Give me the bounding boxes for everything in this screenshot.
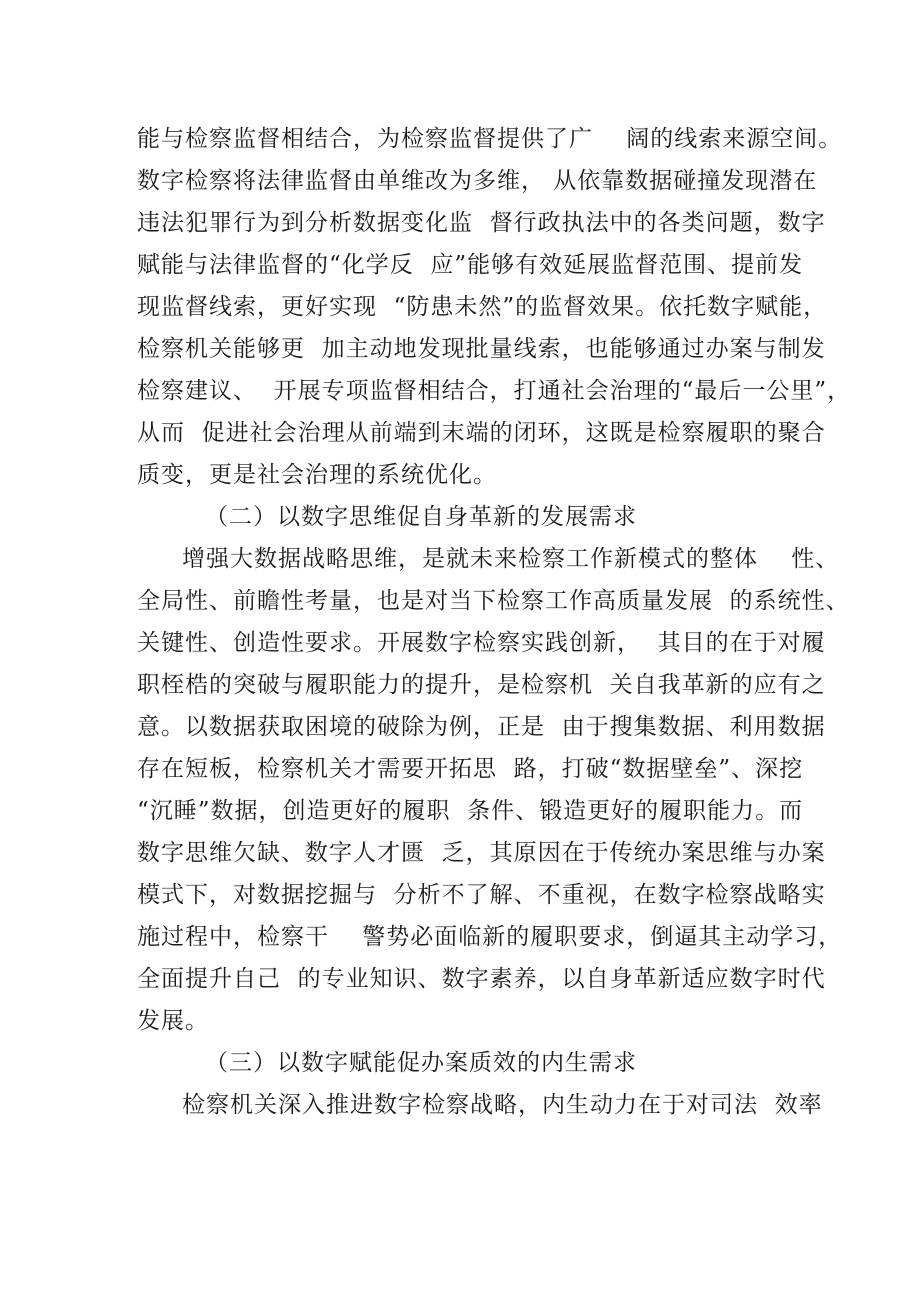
paragraph-line: 关键性、创造性要求。开展数字检察实践创新， 其目的在于对履	[137, 630, 826, 656]
paragraph-line: 数字思维欠缺、数字人才匮 乏，其原因在于传统办案思维与办案	[137, 840, 826, 866]
paragraph-line: 存在短板，检察机关才需要开拓思 路，打破“数据壁垒”、深挖	[137, 756, 804, 782]
section-heading: （二）以数字思维促自身革新的发展需求	[205, 504, 637, 530]
paragraph-line: 全局性、前瞻性考量，也是对当下检察工作高质量发展 的系统性、	[137, 588, 850, 614]
paragraph-line: 检察机关深入推进数字检察战略，内生动力在于对司法 效率	[182, 1092, 823, 1118]
paragraph-line: 增强大数据战略思维，是就未来检察工作新模式的整体 性、	[182, 546, 840, 572]
paragraph-line: 模式下，对数据挖掘与 分析不了解、不重视，在数字检察战略实	[137, 882, 826, 908]
document-body	[137, 118, 852, 1126]
paragraph-line: 赋能与法律监督的“化学反 应”能够有效延展监督范围、提前发	[137, 252, 804, 278]
paragraph-line: 现监督线索，更好实现 “防患未然”的监督效果。依托数字赋能，	[137, 294, 828, 320]
paragraph-line: 违法犯罪行为到分析数据变化监 督行政执法中的各类问题，数字	[137, 210, 826, 236]
paragraph-line: 数字检察将法律监督由单维改为多维， 从依靠数据碰撞发现潜在	[137, 168, 818, 194]
paragraph-line: “沉睡”数据，创造更好的履职 条件、锻造更好的履职能力。而	[137, 798, 804, 824]
paragraph-line: 能与检察监督相结合，为检察监督提供了广 阔的线索来源空间。	[137, 126, 843, 152]
paragraph-line: 质变，更是社会治理的系统优化。	[137, 462, 497, 488]
paragraph-line: 施过程中，检察干 警势必面临新的履职要求，倒逼其主动学习，	[137, 924, 843, 950]
paragraph-line: 检察机关能够更 加主动地发现批量线索，也能够通过办案与制发	[137, 336, 826, 362]
paragraph-line: 全面提升自己 的专业知识、数字素养，以自身革新适应数字时代	[137, 966, 826, 992]
paragraph-line: 检察建议、 开展专项监督相结合，打通社会治理的“最后一公里”，	[137, 378, 852, 404]
paragraph-line: 意。以数据获取困境的破除为例，正是 由于搜集数据、利用数据	[137, 714, 826, 740]
paragraph-line: 发展。	[137, 1008, 209, 1034]
section-heading: （三）以数字赋能促办案质效的内生需求	[205, 1050, 637, 1076]
paragraph-line: 从而 促进社会治理从前端到末端的闭环，这既是检察履职的聚合	[137, 420, 826, 446]
paragraph-line: 职桎梏的突破与履职能力的提升，是检察机 关自我革新的应有之	[137, 672, 826, 698]
